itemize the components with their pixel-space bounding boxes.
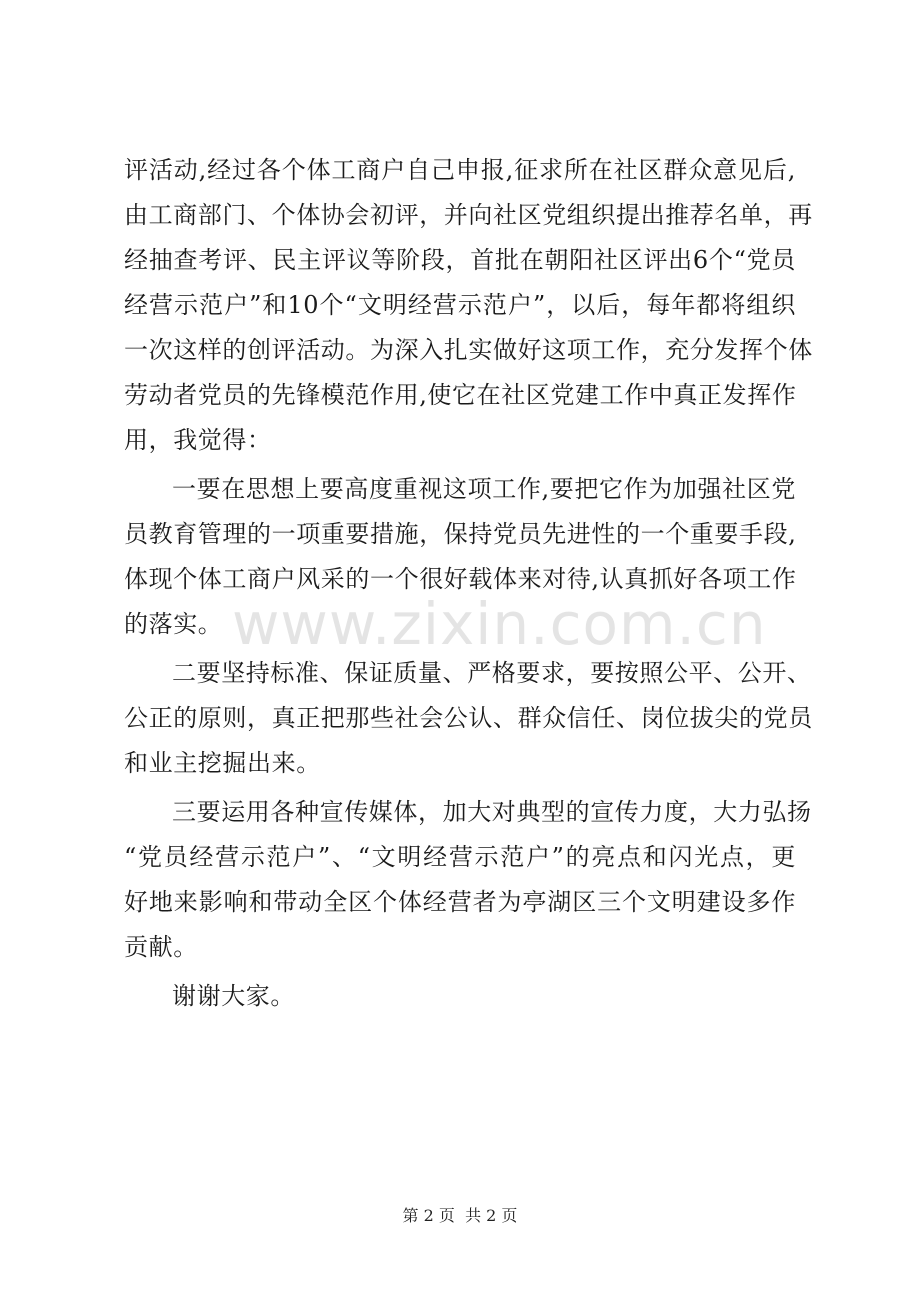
watermark: www.zixin.com.cn <box>232 590 767 658</box>
body-text <box>124 148 813 1019</box>
text-line: 体现个体工商户风采的一个很好载体来对待,认真抓好各项工作 <box>124 565 797 593</box>
text-line: 公正的原则，真正把那些社会公认、群众信任、岗位拔尖的党员 <box>124 704 813 732</box>
text-line: 好地来影响和带动全区个体经营者为亭湖区三个文明建设多作 <box>124 888 796 916</box>
text-line: 经抽查考评、民主评议等阶段，首批在朝阳社区评出6个“党员 <box>124 246 796 274</box>
paragraph-point-three <box>124 790 812 970</box>
paragraph-intro <box>124 148 813 463</box>
text-line: 一次这样的创评活动。为深入扎实做好这项工作，充分发挥个体 <box>124 336 813 364</box>
text-line: 谢谢大家。 <box>172 982 295 1010</box>
text-line: 由工商部门、个体协会初评，并向社区党组织提出推荐名单，再 <box>124 201 813 229</box>
text-line: 经营示范户”和10个“文明经营示范户”，以后，每年都将组织 <box>124 291 796 319</box>
paragraph-point-two <box>124 651 813 786</box>
paragraph-thanks <box>124 974 796 1019</box>
page-number-footer: 第 2 页 共 2 页 <box>402 1206 518 1225</box>
text-line: “党员经营示范户”、“文明经营示范户”的亮点和闪光点，更 <box>124 843 796 871</box>
text-line: 劳动者党员的先锋模范作用,使它在社区党建工作中真正发挥作 <box>124 381 797 409</box>
text-line: 三要运用各种宣传媒体，加大对典型的宣传力度，大力弘扬 <box>172 798 812 826</box>
text-line: 贡献。 <box>124 933 198 961</box>
text-line: 用，我觉得： <box>124 426 272 454</box>
text-line: 和业主挖掘出来。 <box>124 749 321 777</box>
text-line: 二要坚持标准、保证质量、严格要求，要按照公平、公开、 <box>172 659 812 687</box>
text-line: 一要在思想上要高度重视这项工作,要把它作为加强社区党 <box>172 475 796 503</box>
text-line: 评活动,经过各个体工商户自己申报,征求所在社区群众意见后, <box>124 156 796 184</box>
text-line: 员教育管理的一项重要措施，保持党员先进性的一个重要手段, <box>124 520 797 548</box>
text-line: 的落实。 <box>124 610 223 638</box>
